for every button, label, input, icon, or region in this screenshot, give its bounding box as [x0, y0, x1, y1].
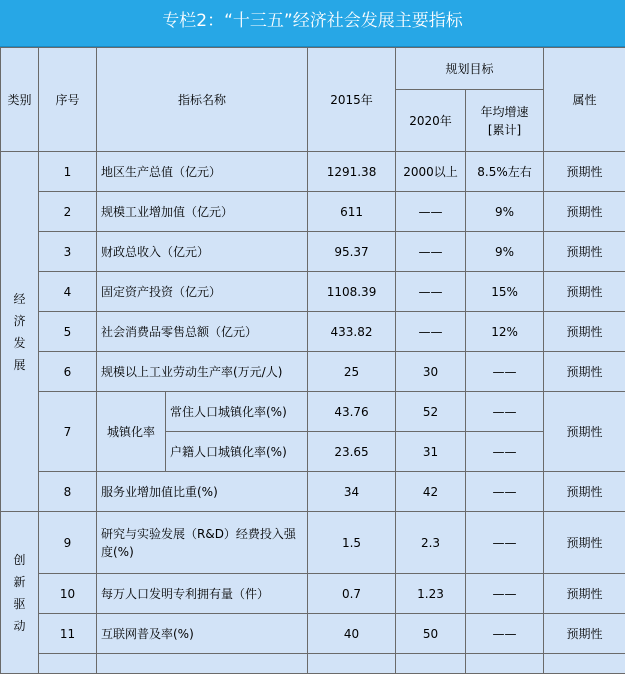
cell-growth: 12% [466, 312, 544, 352]
cell-name: 固定资产投资（亿元） [97, 272, 308, 312]
cell-attr: 预期性 [544, 312, 625, 352]
category-char: 创 [5, 549, 34, 571]
cell-growth: —— [466, 574, 544, 614]
cell-growth: —— [466, 432, 544, 472]
cell-2015: 0.7 [308, 574, 396, 614]
cell-attr: 预期性 [544, 574, 625, 614]
cell-attr: 预期性 [544, 512, 625, 574]
cell-attr: 预期性 [544, 352, 625, 392]
table-row [1, 272, 625, 312]
cell-name: 服务业增加值比重(%) [97, 472, 308, 512]
indicators-table [0, 47, 625, 674]
cell-growth: 9% [466, 192, 544, 232]
cell-2020: —— [396, 232, 466, 272]
cell-2020: 2.3 [396, 512, 466, 574]
category-char: 展 [5, 354, 34, 376]
cell-2015: 25 [308, 352, 396, 392]
header-2020: 2020年 [396, 90, 466, 152]
cell-seq: 10 [39, 574, 97, 614]
cell-2020: 31 [396, 432, 466, 472]
cell-growth: 15% [466, 272, 544, 312]
cell-2015: 34 [308, 472, 396, 512]
cell-attr: 预期性 [544, 472, 625, 512]
cell-name: 地区生产总值（亿元） [97, 152, 308, 192]
table-row [1, 232, 625, 272]
cell-2015: 40 [308, 614, 396, 654]
cell-name-line2: 度(%) [101, 545, 134, 559]
cell-2015: 23.65 [308, 432, 396, 472]
cell-attr: 预期性 [544, 392, 625, 472]
cell-urban-label: 城镇化率 [97, 392, 166, 472]
cell-growth: —— [466, 614, 544, 654]
cell-growth: —— [466, 472, 544, 512]
category-char: 发 [5, 332, 34, 354]
header-target: 规划目标 [396, 48, 544, 90]
cell-name: 规模以上工业劳动生产率(万元/人) [97, 352, 308, 392]
cell-2020: —— [396, 272, 466, 312]
table-row [1, 392, 625, 432]
table-title: 专栏2：“十三五”经济社会发展主要指标 [0, 0, 625, 47]
cell-name [97, 512, 308, 574]
table-row [1, 352, 625, 392]
header-growth [466, 90, 544, 152]
cell-growth: —— [466, 392, 544, 432]
cell-2020: 50 [396, 614, 466, 654]
cell-2015: 1.5 [308, 512, 396, 574]
cell-empty [544, 654, 625, 674]
table-row [1, 152, 625, 192]
table-row-continued [1, 654, 625, 674]
category-char: 新 [5, 571, 34, 593]
table-row [1, 512, 625, 574]
cell-seq: 9 [39, 512, 97, 574]
cell-empty [466, 654, 544, 674]
cell-2020: 52 [396, 392, 466, 432]
cell-growth: 9% [466, 232, 544, 272]
cell-name: 户籍人口城镇化率(%) [166, 432, 308, 472]
cell-2015: 1291.38 [308, 152, 396, 192]
cell-2020: 42 [396, 472, 466, 512]
cell-name: 规模工业增加值（亿元） [97, 192, 308, 232]
cell-seq: 2 [39, 192, 97, 232]
cell-growth: —— [466, 352, 544, 392]
cell-attr: 预期性 [544, 232, 625, 272]
table-row [1, 614, 625, 654]
cell-seq: 3 [39, 232, 97, 272]
cell-empty [39, 654, 97, 674]
cell-name: 每万人口发明专利拥有量（件） [97, 574, 308, 614]
cell-2020: 1.23 [396, 574, 466, 614]
cell-2020: —— [396, 312, 466, 352]
cell-attr: 预期性 [544, 272, 625, 312]
cell-name: 社会消费品零售总额（亿元） [97, 312, 308, 352]
cell-empty [396, 654, 466, 674]
category-char: 驱 [5, 593, 34, 615]
cell-attr: 预期性 [544, 614, 625, 654]
cell-2015: 611 [308, 192, 396, 232]
category-innovation [1, 512, 39, 674]
cell-2020: 2000以上 [396, 152, 466, 192]
category-char: 经 [5, 288, 34, 310]
table-row [1, 472, 625, 512]
table-row [1, 192, 625, 232]
cell-name: 互联网普及率(%) [97, 614, 308, 654]
cell-seq: 11 [39, 614, 97, 654]
cell-empty [308, 654, 396, 674]
header-growth-line1: 年均增速 [481, 105, 529, 119]
cell-2015: 95.37 [308, 232, 396, 272]
header-row [1, 48, 625, 90]
cell-seq: 1 [39, 152, 97, 192]
category-char: 济 [5, 310, 34, 332]
table-row [1, 574, 625, 614]
cell-2015: 1108.39 [308, 272, 396, 312]
cell-empty [97, 654, 308, 674]
cell-seq: 4 [39, 272, 97, 312]
header-category: 类别 [1, 48, 39, 152]
cell-attr: 预期性 [544, 192, 625, 232]
cell-2020: —— [396, 192, 466, 232]
cell-seq: 8 [39, 472, 97, 512]
cell-name: 财政总收入（亿元） [97, 232, 308, 272]
header-2015: 2015年 [308, 48, 396, 152]
cell-growth: 8.5%左右 [466, 152, 544, 192]
header-indicator: 指标名称 [97, 48, 308, 152]
header-seq: 序号 [39, 48, 97, 152]
cell-name-line1: 研究与实验发展（R&D）经费投入强 [101, 527, 296, 541]
category-economy [1, 152, 39, 512]
cell-name: 常住人口城镇化率(%) [166, 392, 308, 432]
cell-2020: 30 [396, 352, 466, 392]
cell-2015: 433.82 [308, 312, 396, 352]
cell-attr: 预期性 [544, 152, 625, 192]
cell-growth: —— [466, 512, 544, 574]
cell-seq: 7 [39, 392, 97, 472]
category-char: 动 [5, 615, 34, 637]
header-growth-line2: [累计] [488, 123, 521, 137]
header-attribute: 属性 [544, 48, 625, 152]
table-row [1, 312, 625, 352]
cell-seq: 6 [39, 352, 97, 392]
cell-2015: 43.76 [308, 392, 396, 432]
cell-seq: 5 [39, 312, 97, 352]
